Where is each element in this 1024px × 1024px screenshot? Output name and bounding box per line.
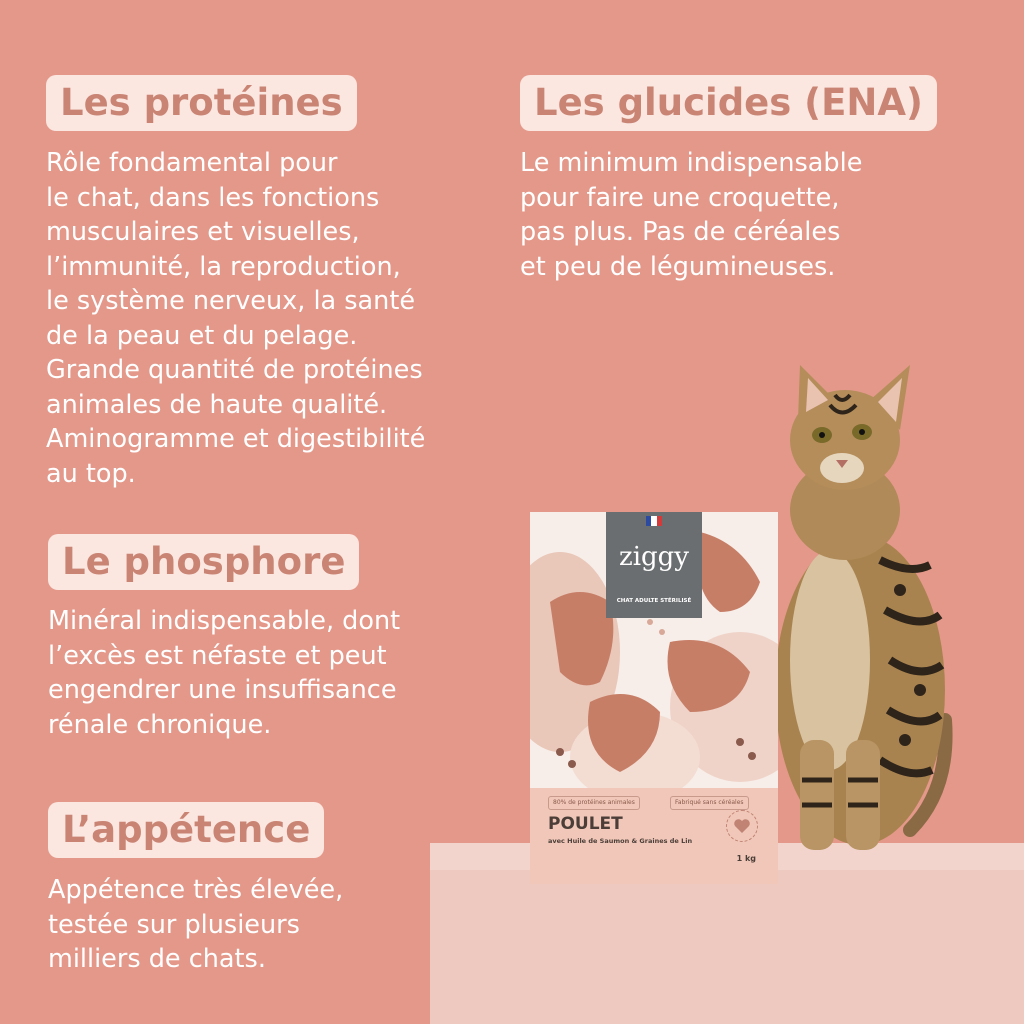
pedestal — [430, 870, 1024, 1024]
bag-brand: ziggy — [619, 542, 689, 572]
bag-tag-cereales: Fabriqué sans céréales — [670, 796, 749, 810]
heading-phosphore: Le phosphore — [48, 534, 359, 590]
bag-bottom-panel — [530, 788, 778, 884]
heart-seal-icon — [726, 810, 758, 842]
bag-label — [606, 512, 702, 618]
bag-flavor: POULET — [548, 814, 623, 834]
text-phosphore: Minéral indispensable, dont l’excès est néfaste et peut engendrer une insuffisance rénale chronique. — [48, 606, 401, 740]
heading-proteines: Les protéines — [46, 75, 357, 131]
flag-icon — [646, 516, 662, 526]
text-proteines: Rôle fondamental pour le chat, dans les fonctions musculaires et visuelles, l’immunité, la reproduction, le système nerveux, la santé de la peau et du pelage. Grande quantité de protéines animales de haute qualité. Aminogramme et digestibilité au top. — [46, 148, 426, 489]
heading-glucides: Les glucides (ENA) — [520, 75, 937, 131]
bag-subtitle: CHAT ADULTE STÉRILISÉ — [616, 598, 692, 604]
text-glucides: Le minimum indispensable pour faire une croquette, pas plus. Pas de céréales et peu de légumineuses. — [520, 148, 863, 282]
text-appetence: Appétence très élevée, testée sur plusieurs milliers de chats. — [48, 875, 344, 974]
bag-tag-proteines: 80% de protéines animales — [548, 796, 640, 810]
bag-detail: avec Huile de Saumon & Graines de Lin — [548, 837, 693, 845]
heading-appetence: L’appétence — [48, 802, 324, 858]
product-bag — [530, 512, 778, 884]
cat-illustration — [760, 360, 960, 860]
bag-weight: 1 kg — [736, 854, 756, 863]
